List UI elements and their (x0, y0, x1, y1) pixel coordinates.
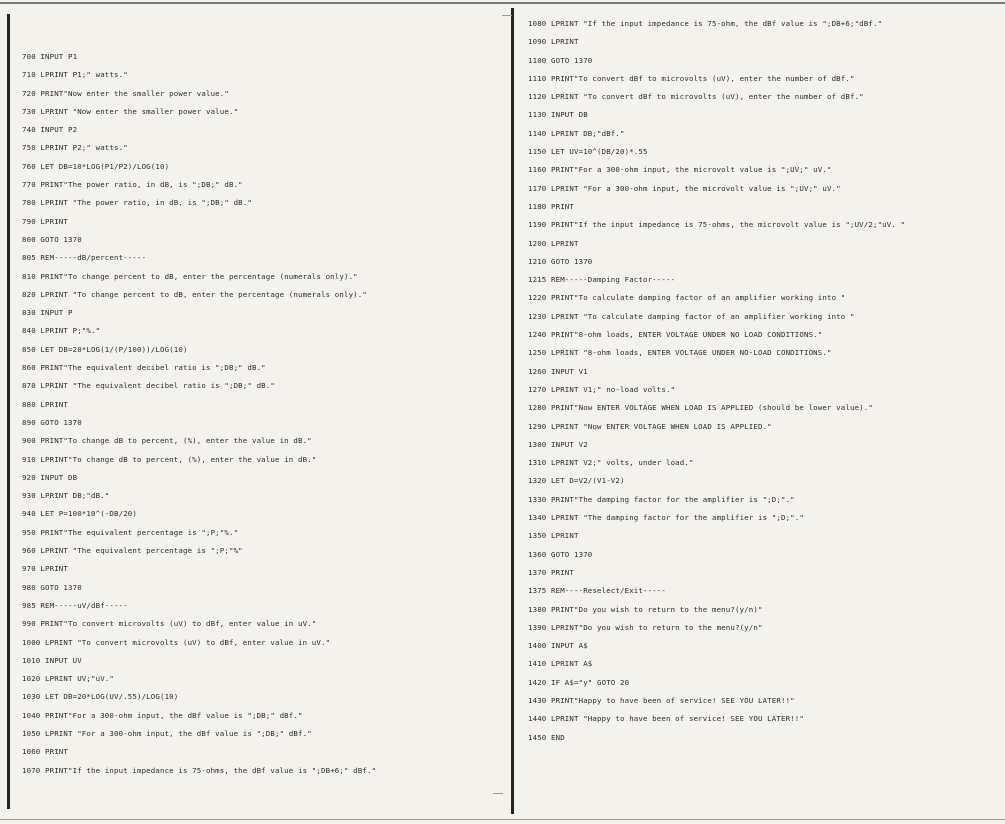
code-line: 1240 PRINT"8-ohm loads, ENTER VOLTAGE UNDER NO LOAD CONDITIONS." (528, 330, 823, 340)
code-line: 1340 LPRINT "The damping factor for the amplifier is ";D;"." (528, 513, 804, 523)
code-line: 1400 INPUT A$ (528, 641, 588, 651)
code-line: 760 LET DB=10*LOG(P1/P2)/LOG(10) (22, 161, 170, 171)
code-line: 1170 LPRINT "For a 300-ohm input, the microvolt value is ";UV;" uV." (528, 183, 841, 193)
code-line: 800 GOTO 1370 (22, 234, 82, 244)
code-line: 1300 INPUT V2 (528, 439, 588, 449)
code-line: 790 LPRINT (22, 216, 68, 226)
code-line: 710 LPRINT P1;" watts." (22, 70, 128, 80)
left-column-bar (7, 14, 10, 809)
code-line: 1420 IF A$="y" GOTO 20 (528, 677, 630, 687)
code-line: 1160 PRINT"For a 300-ohm input, the microvolt value is ";UV;" uV." (528, 165, 832, 175)
code-line: 840 LPRINT P;"%." (22, 326, 101, 336)
code-line: 1215 REM-----Damping Factor----- (528, 275, 676, 285)
code-line: 1020 LPRINT UV;"uV." (22, 674, 114, 684)
code-line: 890 GOTO 1370 (22, 417, 82, 427)
code-line: 1440 LPRINT "Happy to have been of service! SEE YOU LATER!!" (528, 714, 804, 724)
code-line: 1130 INPUT DB (528, 110, 588, 120)
code-line: 1010 INPUT UV (22, 655, 82, 665)
code-line: 1330 PRINT"The damping factor for the amplifier is ";D;"." (528, 494, 795, 504)
code-line: 1030 LET DB=20*LOG(UV/.55)/LOG(10) (22, 692, 179, 702)
code-line: 730 LPRINT "Now enter the smaller power value." (22, 106, 239, 116)
code-line: 1070 PRINT"If the input impedance is 75-ohms, the dBf value is ";DB+6;" dBf." (22, 765, 377, 775)
code-line: 1140 LPRINT DB;"dBf." (528, 128, 625, 138)
code-line: 1210 GOTO 1370 (528, 256, 593, 266)
crop-mark (493, 793, 503, 794)
code-line: 1250 LPRINT "8-ohm loads, ENTER VOLTAGE UNDER NO-LOAD CONDITIONS." (528, 348, 832, 358)
code-line: 860 PRINT"The equivalent decibel ratio is ";DB;" dB." (22, 363, 266, 373)
code-line: 970 LPRINT (22, 564, 68, 574)
code-line: 1280 PRINT"Now ENTER VOLTAGE WHEN LOAD IS APPLIED (should be lower value)." (528, 403, 873, 413)
code-line: 1390 LPRINT"Do you wish to return to the menu?(y/n" (528, 622, 763, 632)
code-line: 1110 PRINT"To convert dBf to microvolts (uV), enter the number of dBf." (528, 73, 855, 83)
code-line: 1320 LET D=V2/(V1-V2) (528, 476, 625, 486)
code-line: 1120 LPRINT "To convert dBf to microvolts (uV), enter the number of dBf." (528, 92, 864, 102)
code-line: 1310 LPRINT V2;" volts, under load." (528, 458, 694, 468)
code-line: 1430 PRINT"Happy to have been of service! SEE YOU LATER!!" (528, 695, 795, 705)
code-line: 805 REM-----dB/percent----- (22, 253, 147, 263)
code-line: 910 LPRINT"To change dB to percent, (%), enter the value in dB." (22, 454, 317, 464)
code-line: 810 PRINT"To change percent to dB, enter the percentage (numerals only)." (22, 271, 358, 281)
code-line: 1360 GOTO 1370 (528, 549, 593, 559)
bottom-rule (0, 819, 1005, 820)
code-line: 1220 PRINT"To calculate damping factor of an amplifier working into " (528, 293, 846, 303)
code-line: 1080 LPRINT "If the input impedance is 75-ohm, the dBf value is ";DB+6;"dBf." (528, 19, 883, 28)
code-line: 870 LPRINT "The equivalent decibel ratio is ";DB;" dB." (22, 381, 275, 391)
code-line: 1200 LPRINT (528, 238, 579, 248)
code-line: 930 LPRINT DB;"dB." (22, 491, 110, 501)
crop-mark (502, 15, 512, 16)
code-line: 1100 GOTO 1370 (528, 55, 593, 65)
code-line: 1410 LPRINT A$ (528, 659, 593, 669)
code-line: 820 LPRINT "To change percent to dB, enter the percentage (numerals only)." (22, 289, 367, 299)
code-line: 1230 LPRINT "To calculate damping factor of an amplifier working into " (528, 311, 855, 321)
code-line: 940 LET P=100*10^(-DB/20) (22, 509, 137, 519)
code-line: 750 LPRINT P2;" watts." (22, 143, 128, 153)
code-line: 1090 LPRINT (528, 37, 579, 47)
top-rule (0, 2, 1005, 4)
code-line: 720 PRINT"Now enter the smaller power value." (22, 88, 229, 98)
code-line: 1190 PRINT"If the input impedance is 75-ohms, the microvolt value is ";UV/2;"uV. " (528, 220, 906, 230)
code-line: 990 PRINT"To convert microvolts (uV) to dBf, enter value in uV." (22, 619, 317, 629)
code-line: 950 PRINT"The equivalent percentage is ";P;"%." (22, 527, 239, 537)
code-line: 1000 LPRINT "To convert microvolts (uV) to dBf, enter value in uV." (22, 637, 331, 647)
left-code-column (22, 48, 508, 780)
code-line: 960 LPRINT "The equivalent percentage is ";P;"%" (22, 546, 243, 556)
code-line: 1260 INPUT V1 (528, 366, 588, 376)
code-line: 985 REM-----uV/dBf----- (22, 600, 128, 610)
code-line: 1270 LPRINT V1;" no-load volts." (528, 384, 676, 394)
code-line: 980 GOTO 1370 (22, 582, 82, 592)
code-line: 1060 PRINT (22, 747, 68, 757)
code-line: 770 PRINT"The power ratio, in dB, is ";DB;" dB." (22, 180, 243, 190)
code-line: 830 INPUT P (22, 308, 73, 318)
center-column-bar (511, 8, 514, 814)
code-line: 780 LPRINT "The power ratio, in dB, is ";DB;" dB." (22, 198, 252, 208)
code-line: 1370 PRINT (528, 567, 574, 577)
code-line: 1290 LPRINT "Now ENTER VOLTAGE WHEN LOAD IS APPLIED." (528, 421, 772, 431)
code-line: 1350 LPRINT (528, 531, 579, 541)
code-line: 900 PRINT"To change dB to percent, (%), enter the value in dB." (22, 436, 312, 446)
right-code-column (528, 15, 1004, 747)
code-line: 1050 LPRINT "For a 300-ohm input, the dBf value is ";DB;" dBf." (22, 728, 312, 738)
code-line: 1040 PRINT"For a 300-ohm input, the dBf value is ";DB;" dBf." (22, 710, 303, 720)
code-line: 920 INPUT DB (22, 472, 78, 482)
code-line: 850 LET DB=20*LOG(1/(P/100))/LOG(10) (22, 344, 188, 354)
code-line: 1380 PRINT"Do you wish to return to the menu?(y/n)" (528, 604, 763, 614)
code-line: 1180 PRINT (528, 201, 574, 211)
code-line: 1150 LET UV=10^(DB/20)*.55 (528, 147, 648, 157)
code-line: 1450 END (528, 732, 565, 742)
code-line: 700 INPUT P1 (22, 52, 78, 61)
code-line: 740 INPUT P2 (22, 125, 78, 135)
code-line: 880 LPRINT (22, 399, 68, 409)
code-line: 1375 REM----Reselect/Exit----- (528, 586, 666, 596)
